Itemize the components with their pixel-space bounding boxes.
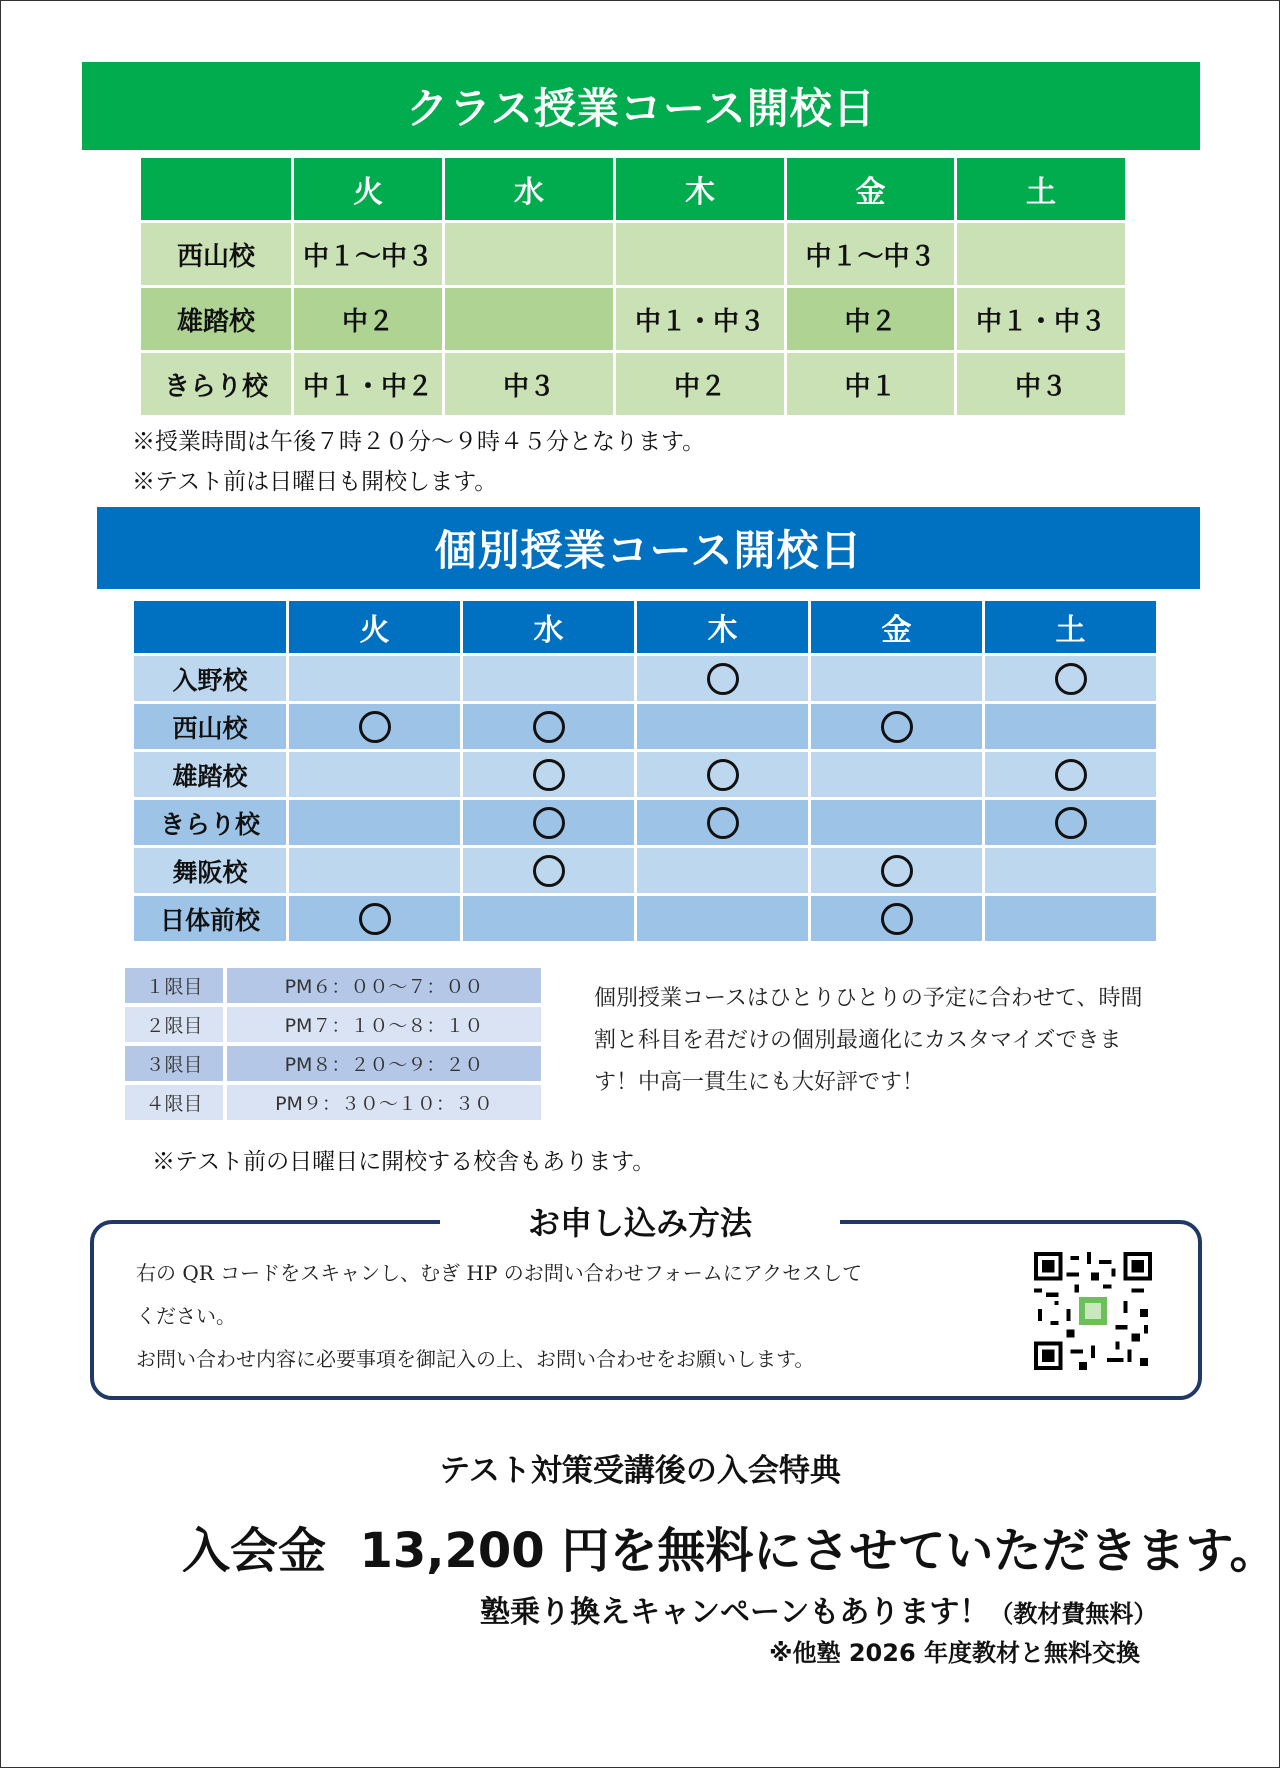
school-name: 入野校 (134, 656, 286, 701)
open-circle-icon (707, 759, 739, 791)
open-circle-icon (533, 711, 565, 743)
table-row (134, 656, 1156, 701)
application-text (136, 1252, 1006, 1381)
schedule-cell (463, 800, 634, 845)
school-name: きらり校 (134, 800, 286, 845)
school-name: 雄踏校 (134, 752, 286, 797)
schedule-cell (637, 656, 808, 701)
schedule-cell (637, 800, 808, 845)
fee-label: 入会金 (182, 1523, 327, 1579)
class-note-sunday: ※テスト前は日曜日も開校します。 (132, 469, 498, 495)
schedule-cell (637, 752, 808, 797)
period-label: ４限目 (125, 1085, 223, 1120)
grade-cell (616, 223, 784, 285)
class-course-title: クラス授業コース開校日 (82, 62, 1200, 150)
grade-cell: 中２ (294, 288, 442, 350)
grade-cell: 中１～中３ (294, 223, 442, 285)
schedule-cell (289, 896, 460, 941)
open-circle-icon (1055, 807, 1087, 839)
school-name: 西山校 (134, 704, 286, 749)
individual-header-row (134, 601, 1156, 653)
schedule-cell (811, 848, 982, 893)
table-row (141, 223, 1125, 285)
schedule-cell (289, 848, 460, 893)
bonus-fee (182, 1512, 1278, 1581)
header-corner (141, 158, 291, 220)
schedule-cell (985, 752, 1156, 797)
schedule-cell (463, 752, 634, 797)
period-time: PM７：１０～８：１０ (227, 1007, 541, 1042)
school-name: 舞阪校 (134, 848, 286, 893)
schedule-cell (463, 848, 634, 893)
day-header: 水 (445, 158, 613, 220)
application-line: お問い合わせ内容に必要事項を御記入の上、お問い合わせをお願いします。 (136, 1347, 815, 1371)
table-row (134, 704, 1156, 749)
period-table (121, 964, 545, 1124)
day-header: 金 (787, 158, 954, 220)
day-header: 火 (289, 601, 460, 653)
day-header: 木 (637, 601, 808, 653)
open-circle-icon (881, 855, 913, 887)
schedule-cell (637, 848, 808, 893)
period-row (125, 1085, 541, 1120)
open-circle-icon (359, 711, 391, 743)
schedule-cell (811, 896, 982, 941)
schedule-cell (289, 800, 460, 845)
grade-cell: 中１ (787, 353, 954, 415)
open-circle-icon (881, 711, 913, 743)
grade-cell (445, 288, 613, 350)
table-row (141, 288, 1125, 350)
day-header: 土 (957, 158, 1125, 220)
school-name: きらり校 (141, 353, 291, 415)
individual-description: 個別授業コースはひとりひとりの予定に合わせて、時間割と科目を君だけの個別最適化にカスタマイズできます！中高一貫生にも大好評です！ (594, 986, 1143, 1095)
qr-code-icon[interactable] (1034, 1252, 1152, 1370)
application-line: 右の QR コードをスキャンし、むぎ HP のお問い合わせフォームにアクセスして (136, 1261, 863, 1285)
open-circle-icon (359, 903, 391, 935)
day-header: 木 (616, 158, 784, 220)
school-name: 日体前校 (134, 896, 286, 941)
application-title: お申し込み方法 (440, 1200, 840, 1246)
grade-cell: 中１～中３ (787, 223, 954, 285)
schedule-cell (985, 896, 1156, 941)
schedule-cell (985, 848, 1156, 893)
period-time: PM８：２０～９：２０ (227, 1046, 541, 1081)
open-circle-icon (533, 855, 565, 887)
table-row (134, 752, 1156, 797)
schedule-cell (289, 704, 460, 749)
schedule-cell (985, 656, 1156, 701)
period-label: １限目 (125, 968, 223, 1003)
open-circle-icon (881, 903, 913, 935)
open-circle-icon (533, 807, 565, 839)
grade-cell (957, 223, 1125, 285)
open-circle-icon (533, 759, 565, 791)
schedule-cell (811, 704, 982, 749)
grade-cell: 中１・中３ (616, 288, 784, 350)
schedule-cell (289, 752, 460, 797)
schedule-cell (463, 896, 634, 941)
fee-suffix: を無料にさせていただきます。 (609, 1523, 1278, 1579)
campaign (480, 1587, 1158, 1631)
schedule-cell (811, 656, 982, 701)
schedule-cell (811, 800, 982, 845)
class-course-header-row (141, 158, 1125, 220)
schedule-cell (985, 704, 1156, 749)
campaign-text: 塾乗り換えキャンペーンもあります！ (480, 1595, 990, 1630)
grade-cell: 中２ (616, 353, 784, 415)
day-header: 金 (811, 601, 982, 653)
campaign-note: （教材費無料） (989, 1600, 1158, 1628)
schedule-cell (637, 896, 808, 941)
bonus-heading: テスト対策受講後の入会特典 (439, 1453, 841, 1489)
period-label: ２限目 (125, 1007, 223, 1042)
table-row (134, 800, 1156, 845)
open-circle-icon (707, 663, 739, 695)
period-row (125, 1046, 541, 1081)
open-circle-icon (1055, 663, 1087, 695)
grade-cell: 中３ (957, 353, 1125, 415)
grade-cell: 中１・中３ (957, 288, 1125, 350)
exchange-note: ※他塾 2026 年度教材と無料交換 (769, 1639, 1140, 1667)
day-header: 土 (985, 601, 1156, 653)
grade-cell (445, 223, 613, 285)
schedule-cell (811, 752, 982, 797)
schedule-cell (637, 704, 808, 749)
open-circle-icon (1055, 759, 1087, 791)
day-header: 火 (294, 158, 442, 220)
schedule-cell (463, 656, 634, 701)
table-row (134, 896, 1156, 941)
day-header: 水 (463, 601, 634, 653)
grade-cell: 中２ (787, 288, 954, 350)
individual-note: ※テスト前の日曜日に開校する校舎もあります。 (152, 1149, 656, 1175)
table-row (134, 848, 1156, 893)
individual-course-table (131, 598, 1159, 944)
class-course-table (138, 155, 1128, 418)
table-row (141, 353, 1125, 415)
grade-cell: 中１・中２ (294, 353, 442, 415)
period-time: PM９：３０～１０：３０ (227, 1085, 541, 1120)
application-line: ください。 (136, 1304, 236, 1328)
schedule-cell (289, 656, 460, 701)
period-label: ３限目 (125, 1046, 223, 1081)
schedule-cell (463, 704, 634, 749)
school-name: 雄踏校 (141, 288, 291, 350)
schedule-cell (985, 800, 1156, 845)
period-time: PM６：００～７：００ (227, 968, 541, 1003)
fee-amount: 13,200 円 (359, 1523, 610, 1579)
individual-course-title: 個別授業コース開校日 (97, 507, 1200, 589)
school-name: 西山校 (141, 223, 291, 285)
grade-cell: 中３ (445, 353, 613, 415)
period-row (125, 968, 541, 1003)
class-note-hours: ※授業時間は午後７時２０分～９時４５分となります。 (132, 429, 706, 455)
open-circle-icon (707, 807, 739, 839)
period-row (125, 1007, 541, 1042)
header-corner (134, 601, 286, 653)
